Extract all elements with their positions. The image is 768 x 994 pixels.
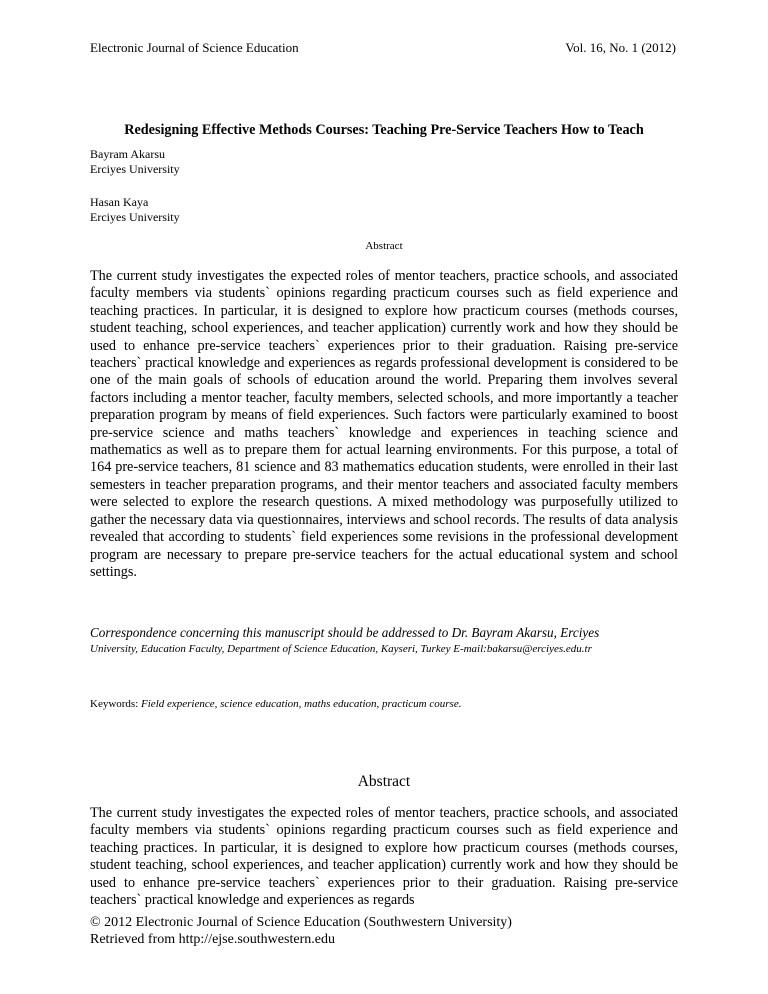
keywords-value: Field experience, science education, maths education, practicum course.: [141, 698, 462, 710]
correspondence-line-2: University, Education Faculty, Department of Science Education, Kayseri, Turkey E-mail:bakarsu@erciyes.edu.tr: [90, 643, 592, 655]
abstract-label: Abstract: [365, 240, 403, 252]
abstract-paragraph: The current study investigates the expected roles of mentor teachers, practice schools, and associated faculty members via students` opinions regarding practicum courses such as field experience and teaching practices. In particular, it is designed to explore how practicum courses (methods courses, student teaching, school experiences, and teacher application) currently work and how they should be used to enhance pre-service teachers` experiences prior to their graduation. Raising pre-service teachers` practical knowledge and experiences as regards professional development is considered to be one of the main goals of schools of education around the world. Preparing them involves several factors including a mentor teacher, faculty members, selected schools, and more importantly a teacher preparation program by means of field experiences. Such factors were particularly examined to boost pre-service science and maths teachers` knowledge and experiences in teaching science and mathematics as well as to prepare them for actual learning environments. For this purpose, a total of 164 pre-service teachers, 81 science and 83 mathematics education students, were enrolled in their last semesters in teacher preparation programs, and their mentor teachers and associated faculty members were selected to explore the research questions. A mixed methodology was purposefully utilized to gather the necessary data via questionnaires, interviews and school records. The results of data analysis revealed that according to students` field experiences some revisions in the professional development program are necessary to prepare pre-service teachers for the actual educational system and school settings.: [90, 268, 678, 580]
author-name: Hasan Kaya: [90, 195, 149, 209]
keywords-label: Keywords:: [90, 698, 142, 710]
volume-info: Vol. 16, No. 1 (2012): [565, 40, 676, 55]
author-name: Bayram Akarsu: [90, 147, 165, 161]
paper-title: Redesigning Effective Methods Courses: Teaching Pre-Service Teachers How to Teach: [124, 122, 644, 138]
author-block: [90, 195, 180, 225]
abstract-heading: Abstract: [357, 773, 411, 790]
author-affiliation: Erciyes University: [90, 162, 180, 176]
correspondence-line-1: Correspondence concerning this manuscript should be addressed to Dr. Bayram Akarsu, Erciyes: [90, 625, 600, 640]
page-footer: [90, 914, 512, 948]
author-affiliation: Erciyes University: [90, 210, 180, 224]
retrieved-line: Retrieved from http://ejse.southwestern.edu: [90, 932, 335, 947]
author-block: [90, 147, 180, 177]
keywords: [90, 698, 461, 710]
copyright-line: © 2012 Electronic Journal of Science Education (Southwestern University): [90, 915, 512, 930]
correspondence-note: [90, 624, 690, 657]
journal-name: Electronic Journal of Science Education: [90, 40, 299, 55]
abstract-paragraph-repeat: The current study investigates the expected roles of mentor teachers, practice schools, and associated faculty members via students` opinions regarding practicum courses such as field experience and teaching practices. In particular, it is designed to explore how practicum courses (methods courses, student teaching, school experiences, and teacher application) currently work and how they should be used to enhance pre-service teachers` experiences prior to their graduation. Raising pre-service teachers` practical knowledge and experiences as regards: [90, 805, 678, 909]
